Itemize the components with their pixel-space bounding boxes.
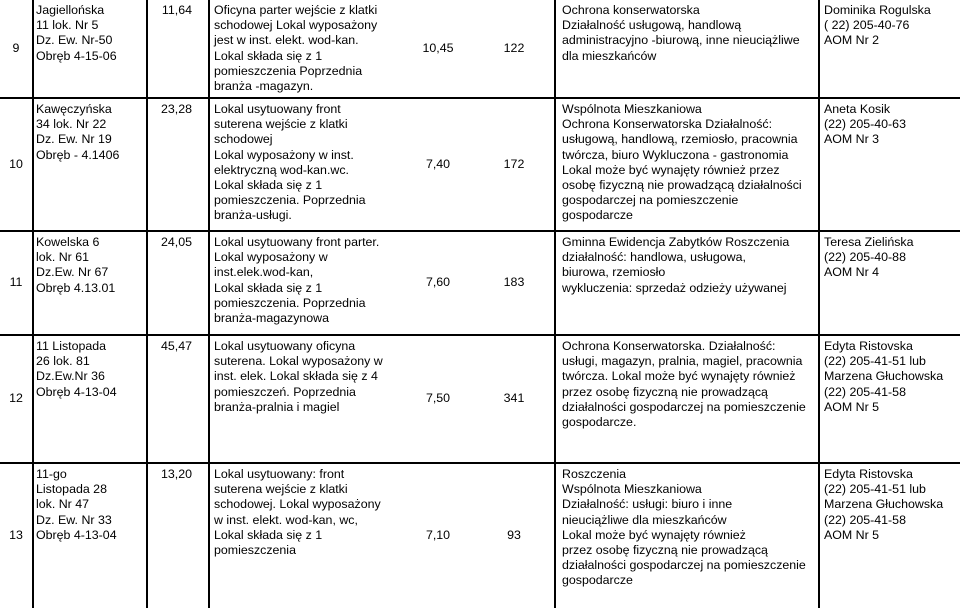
notes-cell-line: Gminna Ewidencja Zabytków Roszczenia	[562, 235, 790, 249]
address-cell-line: Dz. Ew. Nr 19	[36, 132, 112, 147]
description-cell-line: schodowej	[214, 132, 273, 147]
contact-cell-line: AOM Nr 3	[824, 132, 880, 147]
notes-cell-line: Wspólnota Mieszkaniowa	[562, 102, 702, 116]
contact-cell	[824, 464, 960, 608]
address-cell-line: Dz.Ew.Nr 36	[36, 369, 105, 384]
notes-cell	[562, 232, 816, 334]
notes-cell-line: Ochrona Konserwatorska Działalność:	[562, 117, 773, 132]
description-cell	[214, 336, 404, 462]
address-cell	[36, 232, 146, 334]
bid-step-cell	[478, 464, 550, 608]
notes-cell-line: Ochrona Konserwatorska. Działalność:	[562, 339, 776, 353]
bid-step-cell-value: 183	[503, 275, 525, 290]
notes-cell-line: gospodarczej na pomieszczenie	[562, 193, 739, 208]
address-cell-line: 11 Listopada	[36, 339, 107, 353]
address-cell-line: 11 lok. Nr 5	[36, 18, 99, 33]
contact-cell-line: AOM Nr 4	[824, 265, 880, 280]
description-cell-line: schodowej. Lokal wyposażony	[214, 497, 381, 512]
description-cell-line: inst.elek.wod-kan,	[214, 265, 314, 280]
contact-cell-line: (22) 205-41-51 lub	[824, 482, 926, 497]
notes-cell-line: Działalność usługową, handlową	[562, 18, 742, 33]
notes-cell-line: administracyjno -biurową, inne nieuciążliwe	[562, 33, 800, 48]
description-cell-line: Lokal usytuowany front	[214, 102, 341, 116]
bid-step-cell	[478, 336, 550, 462]
notes-cell-line: twórcza. Lokal może być wynajęty również	[562, 369, 796, 384]
listing-number	[0, 336, 32, 462]
notes-cell-line: gospodarcze	[562, 573, 633, 588]
notes-cell-line: działalności gospodarczej na pomieszczenie	[562, 399, 806, 414]
notes-cell	[562, 336, 816, 462]
description-cell-line: pomieszczenia. Poprzednia	[214, 295, 366, 310]
rent-rate-cell-value: 7,40	[425, 156, 451, 171]
address-cell-line: Dz. Ew. Nr-50	[36, 33, 113, 48]
rent-rate-cell	[400, 0, 476, 97]
contact-cell-line: AOM Nr 2	[824, 33, 880, 48]
address-cell-line: Dz. Ew. Nr 33	[36, 512, 112, 527]
contact-cell-line: (22) 205-40-63	[824, 117, 906, 132]
address-cell-line: lok. Nr 47	[36, 497, 90, 512]
description-cell-line: Lokal składa się z 1	[214, 527, 323, 542]
bid-step-cell-value: 172	[503, 156, 525, 171]
notes-cell-line: gospodarcze.	[562, 415, 637, 430]
rent-rate-cell-value: 7,60	[425, 275, 451, 290]
description-cell-line: suterena. Lokal wyposażony w	[214, 354, 383, 369]
description-cell	[214, 0, 404, 97]
description-cell	[214, 464, 404, 608]
notes-cell-line: usługową, handlową, rzemiosło, pracownia	[562, 132, 798, 147]
notes-cell	[562, 99, 816, 230]
description-cell	[214, 232, 404, 334]
listing-number-value: 13	[9, 528, 23, 543]
description-cell-line: branża-usługi.	[214, 208, 292, 223]
area-cell-value: 45,47	[160, 339, 192, 353]
description-cell-line: schodowej Lokal wyposażony	[214, 18, 378, 33]
address-cell-line: lok. Nr 61	[36, 250, 90, 265]
address-cell-line: Obręb 4-13-04	[36, 527, 117, 542]
notes-cell	[562, 0, 816, 97]
contact-cell-line: (22) 205-41-51 lub	[824, 354, 926, 369]
area-cell	[148, 336, 192, 462]
notes-cell-line: Roszczenia	[562, 467, 627, 481]
description-cell-line: branża-magazynowa	[214, 311, 330, 326]
listing-number	[0, 232, 32, 334]
bid-step-cell-value: 93	[507, 528, 521, 543]
description-cell-line: suterena wejście z klatki	[214, 117, 348, 132]
rent-rate-cell-value: 7,50	[425, 391, 451, 406]
address-cell-line: Obręb 4.13.01	[36, 280, 116, 295]
notes-cell-line: dla mieszkańców	[562, 48, 657, 63]
area-cell	[148, 464, 192, 608]
contact-cell-line: Aneta Kosik	[824, 102, 891, 116]
description-cell-line: w inst. elekt. wod-kan, wc,	[214, 512, 358, 527]
listing-number-value: 12	[9, 391, 23, 406]
notes-cell-line: działalności gospodarczej na pomieszczenie	[562, 558, 806, 573]
contact-cell-line: Edyta Ristovska	[824, 467, 913, 481]
description-cell-line: elektryczną wod-kan.wc.	[214, 162, 349, 177]
contact-cell-line: ( 22) 205-40-76	[824, 18, 910, 33]
description-cell-line: Lokal składa się z 1	[214, 48, 323, 63]
description-cell-line: inst. elek. Lokal składa się z 4	[214, 369, 378, 384]
notes-cell-line: usługi, magazyn, pralnia, magiel, pracownia	[562, 354, 803, 369]
rent-rate-cell	[400, 99, 476, 230]
area-cell-value: 11,64	[161, 3, 192, 17]
notes-cell-line: twórcza, biuro Wykluczona - gastronomia	[562, 147, 789, 162]
address-cell-line: Dz.Ew. Nr 67	[36, 265, 109, 280]
listing-number	[0, 464, 32, 608]
contact-cell-line: Dominika Rogulska	[824, 3, 931, 17]
notes-cell-line: przez osobę fizyczną nie prowadzącą	[562, 543, 768, 558]
table-row	[0, 336, 960, 462]
notes-cell-line: biurowa, rzemiosło	[562, 265, 666, 280]
description-cell-line: Lokal wyposażony w	[214, 250, 328, 265]
description-cell-line: pomieszczenia	[214, 543, 296, 558]
description-cell-line: Oficyna parter wejście z klatki	[214, 3, 378, 17]
table-row	[0, 232, 960, 334]
area-cell	[148, 232, 192, 334]
description-cell	[214, 99, 404, 230]
table-row	[0, 99, 960, 230]
notes-cell-line: Działalność: usługi: biuro i inne	[562, 497, 733, 512]
address-cell-line: Kawęczyńska	[36, 102, 112, 116]
description-cell-line: pomieszczeń. Poprzednia	[214, 384, 356, 399]
description-cell-line: Lokal składa się z 1	[214, 178, 323, 193]
listing-number	[0, 0, 32, 97]
contact-cell-line: AOM Nr 5	[824, 527, 880, 542]
contact-cell-line: AOM Nr 5	[824, 399, 880, 414]
bid-step-cell	[478, 99, 550, 230]
area-cell-value: 24,05	[160, 235, 192, 249]
description-cell-line: Lokal składa się z 1	[214, 280, 323, 295]
address-cell-line: Obręb 4-15-06	[36, 48, 117, 63]
address-cell-line: Listopada 28	[36, 482, 107, 497]
listing-number-value: 11	[9, 275, 23, 290]
bid-step-cell-value: 122	[503, 40, 525, 55]
address-cell	[36, 336, 146, 462]
rent-rate-cell	[400, 336, 476, 462]
notes-cell-line: przez osobę fizyczną nie prowadzącą	[562, 384, 768, 399]
table-row	[0, 464, 960, 608]
address-cell-line: Kowelska 6	[36, 235, 100, 249]
table-row	[0, 0, 960, 97]
notes-cell-line: gospodarcze	[562, 208, 633, 223]
contact-cell	[824, 99, 960, 230]
contact-cell-line: Teresa Zielińska	[824, 235, 914, 249]
contact-cell-line: Marzena Głuchowska	[824, 497, 944, 512]
description-cell-line: Lokal wyposażony w inst.	[214, 147, 354, 162]
address-cell-line: Obręb - 4.1406	[36, 147, 120, 162]
description-cell-line: jest w inst. elekt. wod-kan.	[214, 33, 359, 48]
address-cell-line: Obręb 4-13-04	[36, 384, 117, 399]
address-cell-line: Jagiellońska	[36, 3, 105, 17]
description-cell-line: Lokal usytuowany oficyna	[214, 339, 356, 353]
area-cell-value: 23,28	[160, 102, 192, 116]
listing-number-value: 9	[12, 40, 20, 55]
area-cell	[148, 99, 192, 230]
address-cell	[36, 464, 146, 608]
description-cell-line: branża-pralnia i magiel	[214, 399, 340, 414]
notes-cell-line: Lokal może być wynajęty również	[562, 527, 746, 542]
notes-cell-line: Wspólnota Mieszkaniowa	[562, 482, 702, 497]
contact-cell-line: (22) 205-40-88	[824, 250, 906, 265]
contact-cell	[824, 232, 960, 334]
notes-cell-line: osobę fizyczną nie prowadzącą działalności	[562, 178, 802, 193]
description-cell-line: Lokal usytuowany: front	[214, 467, 345, 481]
bid-step-cell	[478, 232, 550, 334]
bid-step-cell	[478, 0, 550, 97]
notes-cell	[562, 464, 816, 608]
description-cell-line: branża -magazyn.	[214, 79, 314, 94]
rent-rate-cell	[400, 232, 476, 334]
notes-cell-line: wykluczenia: sprzedaż odzieży używanej	[562, 280, 787, 295]
notes-cell-line: Ochrona konserwatorska	[562, 3, 700, 17]
listing-number-value: 10	[9, 156, 23, 171]
address-cell	[36, 99, 146, 230]
description-cell-line: pomieszczenia. Poprzednia	[214, 193, 366, 208]
description-cell-line: Lokal usytuowany front parter.	[214, 235, 380, 249]
bid-step-cell-value: 341	[503, 391, 525, 406]
contact-cell-line: Marzena Głuchowska	[824, 369, 944, 384]
description-cell-line: suterena wejście z klatki	[214, 482, 348, 497]
description-cell-line: pomieszczenia Poprzednia	[214, 63, 363, 78]
notes-cell-line: nieuciążliwe dla mieszkańców	[562, 512, 727, 527]
rent-rate-cell-value: 10,45	[422, 40, 454, 55]
contact-cell	[824, 0, 960, 97]
address-cell-line: 26 lok. 81	[36, 354, 90, 369]
address-cell	[36, 0, 146, 97]
notes-cell-line: działalność: handlowa, usługowa,	[562, 250, 746, 265]
address-cell-line: 34 lok. Nr 22	[36, 117, 107, 132]
contact-cell-line: (22) 205-41-58	[824, 384, 906, 399]
contact-cell-line: (22) 205-41-58	[824, 512, 906, 527]
notes-cell-line: Lokal może być wynajęty również przez	[562, 162, 780, 177]
area-cell	[148, 0, 192, 97]
contact-cell	[824, 336, 960, 462]
listing-number	[0, 99, 32, 230]
contact-cell-line: Edyta Ristovska	[824, 339, 913, 353]
area-cell-value: 13,20	[160, 467, 192, 481]
address-cell-line: 11-go	[36, 467, 67, 481]
rent-rate-cell-value: 7,10	[425, 528, 451, 543]
rent-rate-cell	[400, 464, 476, 608]
